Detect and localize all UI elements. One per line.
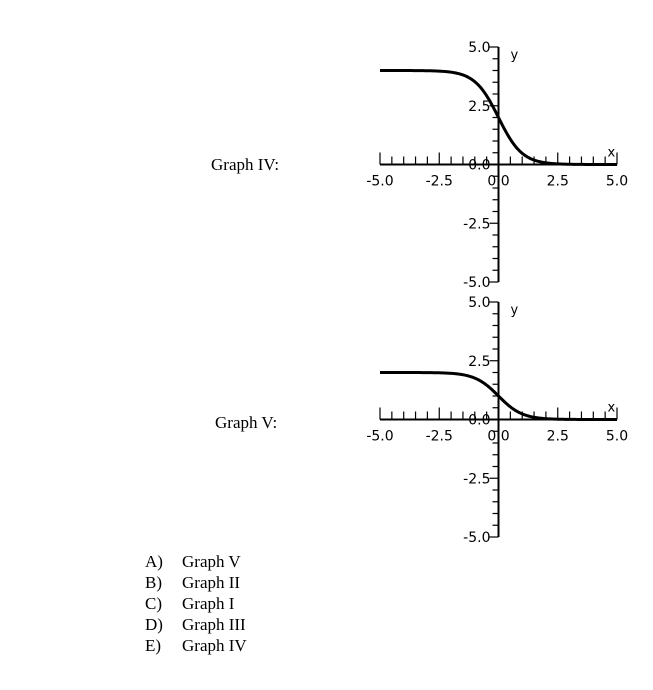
choice-text: Graph V <box>182 552 241 571</box>
answer-choices <box>145 551 247 656</box>
choice-text: Graph III <box>182 615 246 634</box>
choice-letter: D) <box>145 615 163 634</box>
choice-text: Graph IV <box>182 636 247 655</box>
choice-b[interactable] <box>145 572 247 593</box>
graph-iv-x-tick-label: 2.5 <box>546 173 569 190</box>
graph-iv-x-axis-label: x <box>607 145 616 161</box>
choice-letter: A) <box>145 552 163 571</box>
graph-iv-label: Graph IV: <box>211 155 280 174</box>
choice-a[interactable] <box>145 551 247 572</box>
graph-iv-x-tick-label: -5.0 <box>366 173 394 190</box>
choice-e[interactable] <box>145 635 247 656</box>
graph-v-label: Graph V: <box>215 413 278 432</box>
graph-v-y-tick-label: -2.5 <box>463 471 491 488</box>
graph-v-x-tick-label: 0.0 <box>487 428 510 445</box>
graph-iv-y-tick-label: 2.5 <box>468 98 491 115</box>
graph-iv-y-tick-label: -2.5 <box>463 216 491 233</box>
graph-v-y-tick-label: -5.0 <box>463 530 491 546</box>
graph-iv-y-axis-label: y <box>510 47 519 63</box>
graph-v-y-tick-label: 0.0 <box>468 412 491 429</box>
graph-iv-y-tick-label: 5.0 <box>468 40 491 56</box>
choice-d[interactable] <box>145 614 247 635</box>
graph-v-y-tick-label: 5.0 <box>468 295 491 311</box>
choice-letter: C) <box>145 594 162 613</box>
graph-v-x-axis-label: x <box>607 400 616 416</box>
choice-c[interactable] <box>145 593 247 614</box>
graph-v-x-tick-label: 2.5 <box>546 428 569 445</box>
graph-v-x-tick-label: -5.0 <box>366 428 394 445</box>
choice-letter: B) <box>145 573 162 592</box>
graph-v-x-tick-label: -2.5 <box>425 428 453 445</box>
graph-v-x-tick-label: 5.0 <box>605 428 629 445</box>
graph-v-y-tick-label: 2.5 <box>468 353 491 370</box>
graph-iv-x-tick-label: 0.0 <box>487 173 510 190</box>
graph-v-y-axis-label: y <box>510 302 519 318</box>
graph-iv-y-tick-label: -5.0 <box>463 275 491 291</box>
choice-letter: E) <box>145 636 162 655</box>
choice-text: Graph II <box>182 573 241 592</box>
choice-text: Graph I <box>182 594 235 613</box>
graph-iv-x-tick-label: 5.0 <box>605 173 629 190</box>
graph-iv-x-tick-label: -2.5 <box>425 173 453 190</box>
graph-iv-y-tick-label: 0.0 <box>468 157 491 174</box>
